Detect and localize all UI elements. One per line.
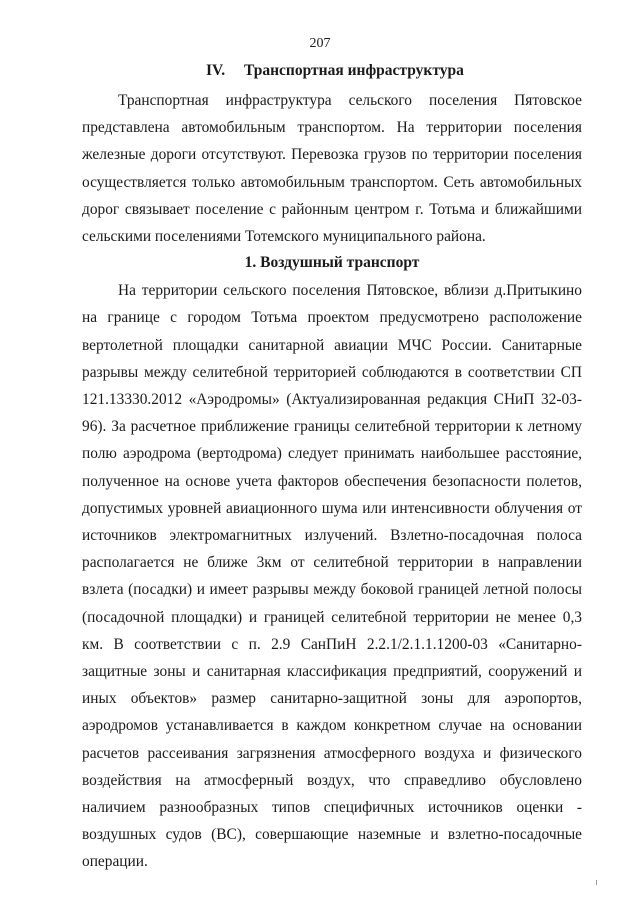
air-transport-paragraph: На территории сельского поселения Пятовское, вблизи д.Притыкино на границе с городом Тотьма проектом предусмотрено расположение вертолетной площадки санитарной авиации МЧС России. Санитарные разрывы между селитебной территорией соблюдаются в соответствии СП 121.13330.2012 «Аэродромы» (Актуализированная редакция СНиП 32-03-96). За расчетное приближение границы селитебной территории к летному полю аэродрома (вертодрома) следует принимать наибольшее расстояние, полученное на основе учета факторов обеспечения безопасности полетов, допустимых уровней авиационного шума или интенсивности облучения от источников электромагнитных излучений. Взлетно-посадочная полоса располагается не ближе 3км от селитебной территории в направлении взлета (посадки) и имеет разрывы между боковой границей летной полосы (посадочной площадки) и границей селитебной территории не менее 0,3 км. В соответствии с п. 2.9 СанПиН 2.2.1/2.1.1.1200-03 «Санитарно-защитные зоны и санитарная классификация предприятий, сооружений и иных объектов» размер санитарно-защитной зоны для аэропортов, аэродромов устанавливается в каждом конкретном случае на основании расчетов рассеивания загрязнения атмосферного воздуха и физического воздействия на атмосферный воздух, что справедливо обусловлено наличием разнообразных типов специфичных источников оценки - воздушных судов (ВС), совершающие наземные и взлетно-посадочные операции. xyxy=(82,282,582,871)
subsection-heading: 1. Воздушный транспорт xyxy=(244,254,420,272)
section-heading xyxy=(82,61,582,81)
page-content xyxy=(82,61,582,876)
section-number: IV. xyxy=(206,62,226,79)
page-number: 207 xyxy=(309,36,331,51)
scan-mark xyxy=(596,880,597,885)
intro-paragraph: Транспортная инфраструктура сельского поселения Пятовское представлена автомобильным транспортом. На территории поселения железные дороги отсутствуют. Перевозка грузов по территории поселения осуществляется только автомобильным транспортом. Сеть автомобильных дорог связывает поселение с районным центром г. Тотьма и ближайшими сельскими поселениями Тотемского муниципального района. xyxy=(82,92,582,246)
section-title: Транспортная инфраструктура xyxy=(244,62,464,79)
